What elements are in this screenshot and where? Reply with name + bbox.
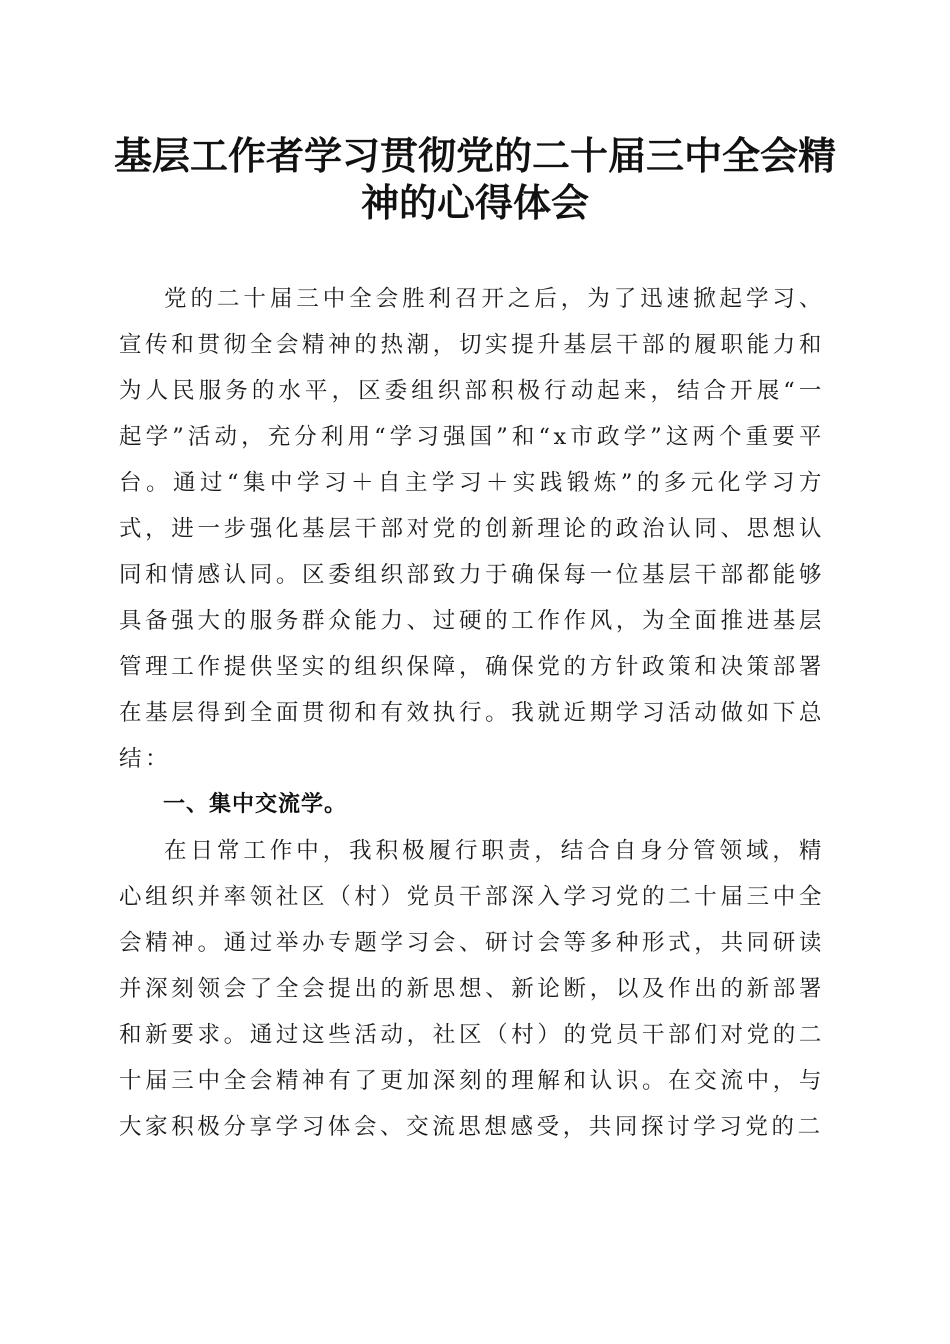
document-title: 基层工作者学习贯彻党的二十届三中全会精神的心得体会 [113,133,836,225]
section-heading-1: 一、集中交流学。 [163,792,348,817]
document-body [119,276,825,1150]
intro-paragraph: 党的二十届三中全会胜利召开之后，为了迅速掀起学习、宣传和贯彻全会精神的热潮，切实提升基层干部的履职能力和为人民服务的水平，区委组织部积极行动起来，结合开展“一起学”活动，充分利用“学习强国”和“x市政学”这两个重要平台。通过“集中学习＋自主学习＋实践锻炼”的多元化学习方式，进一步强化基层干部对党的创新理论的政治认同、思想认同和情感认同。区委组织部致力于确保每一位基层干部都能够具备强大的服务群众能力、过硬的工作作风，为全面推进基层管理工作提供坚实的组织保障，确保党的方针政策和决策部署在基层得到全面贯彻和有效执行。我就近期学习活动做如下总结： [119,286,825,772]
section-1-paragraph: 在日常工作中，我积极履行职责，结合自身分管领域，精心组织并率领社区（村）党员干部深入学习党的二十届三中全会精神。通过举办专题学习会、研讨会等多种形式，共同研读并深刻领会了全会提出的新思想、新论断，以及作出的新部署和新要求。通过这些活动，社区（村）的党员干部们对党的二十届三中全会精神有了更加深刻的理解和认识。在交流中，与大家积极分享学习体会、交流思想感受，共同探讨学习党的二 [119,838,825,1140]
